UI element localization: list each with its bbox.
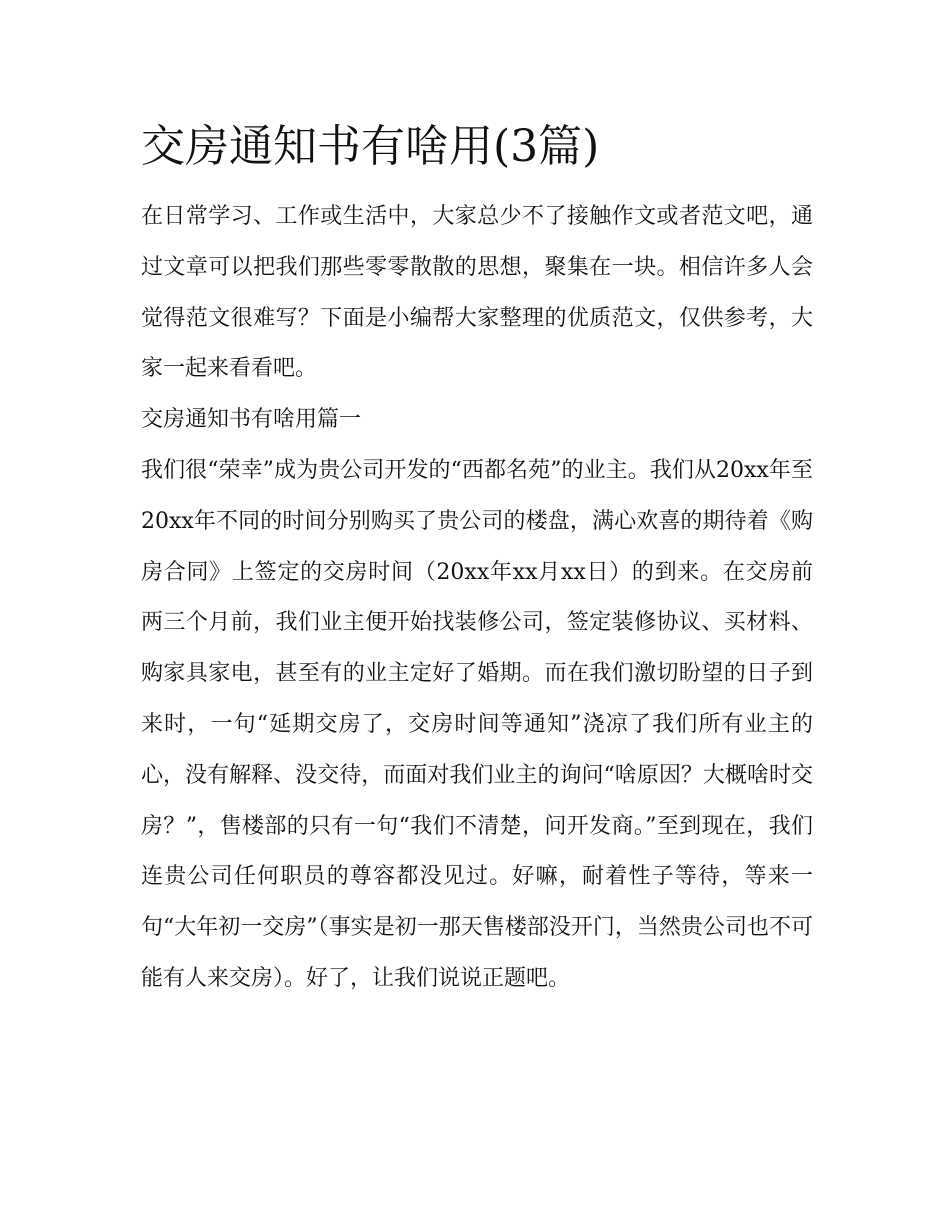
intro-paragraph: 在日常学习、工作或生活中，大家总少不了接触作文或者范文吧，通过文章可以把我们那些零零散散的思想，聚集在一块。相信许多人会觉得范文很难写？下面是小编帮大家整理的优质范文，仅供参考，大家一起来看看吧。 [141,204,813,382]
document-title: 交房通知书有啥用(3篇) [141,121,600,172]
section-heading: 交房通知书有啥用篇一 [141,407,362,433]
body-paragraph: 我们很“荣幸”成为贵公司开发的“西都名苑”的业主。我们从20xx年至20xx年不同的时间分别购买了贵公司的楼盘，满心欢喜的期待着《购房合同》上签定的交房时间（20xx年xx月xx日）的到来。在交房前两三个月前，我们业主便开始找装修公司，签定装修协议、买材料、购家具家电，甚至有的业主定好了婚期。而在我们激切盼望的日子到来时，一句“延期交房了，交房时间等通知”浇凉了我们所有业主的心，没有解释、没交待，而面对我们业主的询问“啥原因？大概啥时交房？”，售楼部的只有一句“我们不清楚，问开发商。”至到现在，我们连贵公司任何职员的尊容都没见过。好嘛，耐着性子等待，等来一句“大年初一交房”（事实是初一那天售楼部没开门，当然贵公司也不可能有人来交房）。好了，让我们说说正题吧。 [141,457,813,991]
document-content [141,112,813,1005]
